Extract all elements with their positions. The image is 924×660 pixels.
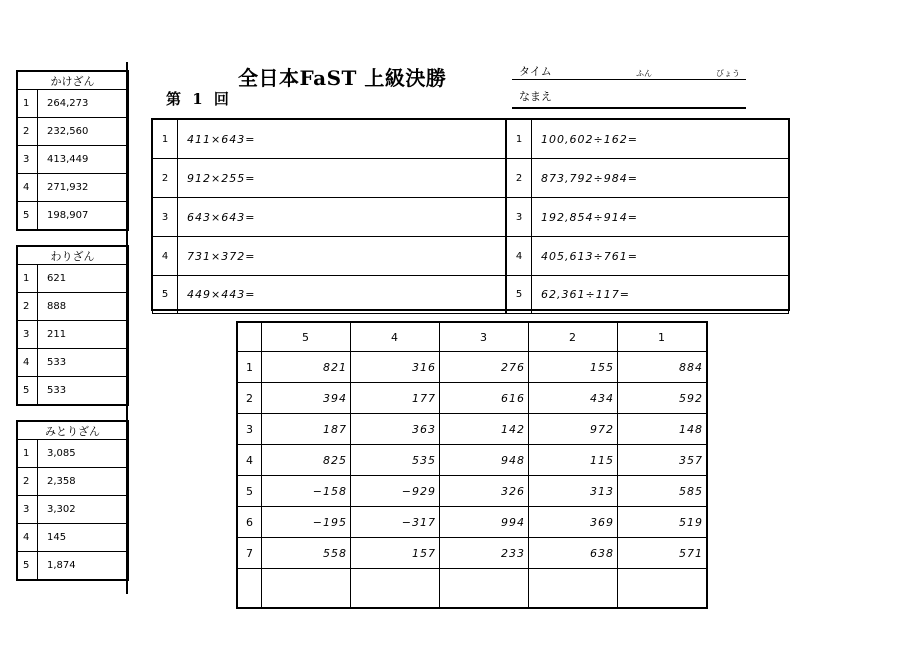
table-row: 5 198,907 — [17, 202, 128, 231]
minutes-label: ふん — [636, 69, 652, 78]
multiplication-problems — [152, 119, 507, 314]
answer-cell[interactable] — [618, 569, 708, 609]
problem-row: 3 643×643= — [153, 198, 507, 237]
table-row: 2 2,358 — [17, 468, 128, 496]
column-header: 5 — [262, 322, 351, 352]
problem-row: 5 449×443= — [153, 276, 507, 314]
table-row: 2 394 177 616 434 592 — [237, 383, 707, 414]
column-header: 3 — [440, 322, 529, 352]
answer-cell[interactable] — [351, 569, 440, 609]
table-header-row — [237, 322, 707, 352]
table-row: 3 3,302 — [17, 496, 128, 524]
table-row: 5 1,874 — [17, 552, 128, 581]
name-field[interactable] — [512, 107, 746, 109]
seconds-label: びょう — [716, 69, 740, 78]
problem-row: 1 100,602÷162= — [507, 120, 789, 159]
column-header: 1 — [618, 322, 708, 352]
table-row: 3 187 363 142 972 148 — [237, 414, 707, 445]
table-row: 5 533 — [17, 377, 128, 406]
name-label: なまえ — [519, 90, 552, 103]
table-row: 4 145 — [17, 524, 128, 552]
answer-row — [237, 569, 707, 609]
page-title: 全日本FaST 上級決勝 — [238, 66, 447, 90]
time-field[interactable] — [512, 79, 746, 80]
answer-heading: わりざん — [17, 246, 128, 265]
table-row: 1 264,273 — [17, 90, 128, 118]
problem-row: 5 62,361÷117= — [507, 276, 789, 314]
table-row: 4 825 535 948 115 357 — [237, 445, 707, 476]
mitori-problem-table — [236, 321, 708, 609]
answer-cell[interactable] — [262, 569, 351, 609]
table-row: 2 232,560 — [17, 118, 128, 146]
answer-cell[interactable] — [440, 569, 529, 609]
table-row: 4 271,932 — [17, 174, 128, 202]
division-problems — [506, 119, 789, 314]
table-row: 6 −195 −317 994 369 519 — [237, 507, 707, 538]
table-row: 5 −158 −929 326 313 585 — [237, 476, 707, 507]
answer-heading: みとりざん — [17, 421, 128, 440]
problem-row: 3 192,854÷914= — [507, 198, 789, 237]
problem-row: 2 873,792÷984= — [507, 159, 789, 198]
problem-row: 2 912×255= — [153, 159, 507, 198]
table-row: 1 621 — [17, 265, 128, 293]
problem-row: 4 731×372= — [153, 237, 507, 276]
table-row: 1 3,085 — [17, 440, 128, 468]
table-row: 4 533 — [17, 349, 128, 377]
table-row: 3 211 — [17, 321, 128, 349]
vertical-divider — [126, 62, 128, 594]
table-row: 2 888 — [17, 293, 128, 321]
answer-cell[interactable] — [529, 569, 618, 609]
answer-table-multiplication — [16, 70, 129, 231]
column-header: 2 — [529, 322, 618, 352]
time-label: タイム — [519, 65, 552, 78]
round-label: 第 1 回 — [166, 90, 229, 108]
table-row: 1 821 316 276 155 884 — [237, 352, 707, 383]
answer-table-division — [16, 245, 129, 406]
answer-heading: かけざん — [17, 71, 128, 90]
column-header: 4 — [351, 322, 440, 352]
problem-row: 1 411×643= — [153, 120, 507, 159]
answer-table-mitori — [16, 420, 129, 581]
table-row: 7 558 157 233 638 571 — [237, 538, 707, 569]
problem-row: 4 405,613÷761= — [507, 237, 789, 276]
table-row: 3 413,449 — [17, 146, 128, 174]
